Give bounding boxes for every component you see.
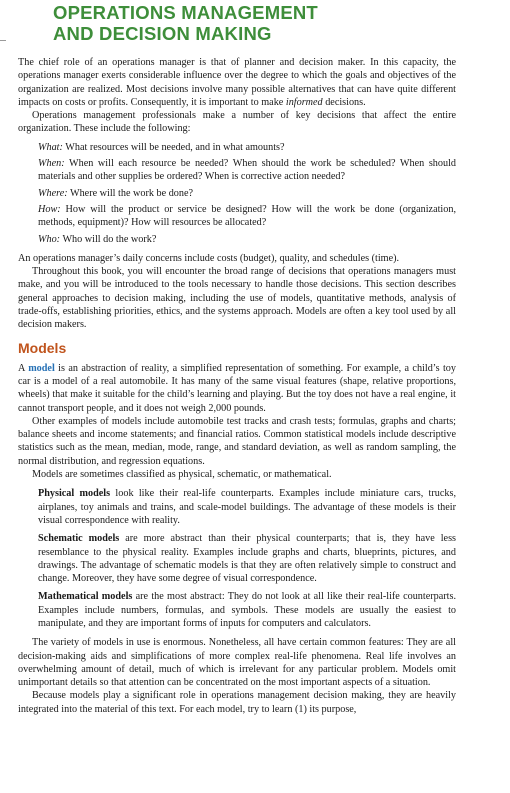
model-definition-paragraph: [18, 362, 456, 415]
section-title-line-2: AND DECISION MAKING: [53, 23, 272, 44]
question-text: How will the product or service be designed? How will the work be done (organization, methods, equipment)? How will resources be allocated?: [38, 203, 456, 229]
model-def-text: is an abstraction of reality, a simplified representation of something. For example, a child’s toy car is a model of a real automobile. It has many of the same visual features (shape, relative proportions, wheels) that make it suitable for the child’s learning and playing. But the toy does not have a real engine, it cannot transport people, and it does not weigh 2,000 pounds.: [18, 362, 456, 414]
model-type-text: look like their real-life counterparts. Examples include miniature cars, trucks, airplanes, toy animals and trains, and scale-model buildings. The advantage of these models is their visual correspondence with reality.: [38, 488, 456, 526]
models-heading: Models: [18, 339, 67, 356]
page-edge-mark: [0, 40, 6, 42]
model-type-term: Schematic models: [38, 533, 120, 545]
model-types-list: [38, 487, 456, 630]
section-title: [53, 2, 318, 44]
list-item: [38, 141, 456, 154]
question-label: What:: [38, 141, 63, 153]
model-type-term: Physical models: [38, 488, 111, 500]
list-item: [38, 187, 456, 200]
daily-concerns-paragraph: An operations manager’s daily concerns include costs (budget), quality, and schedules (time).: [18, 252, 400, 264]
decision-range-paragraph: Throughout this book, you will encounter the broad range of decisions that operations managers must make, and you will be introduced to the tools necessary to handle those decisions. This section describes general approaches to decision making, including the use of models, quantitative methods, analysis of trade-offs, establishing priorities, ethics, and the systems approach. Models are often a key tool used by all decision makers.: [18, 266, 456, 331]
list-item: [38, 233, 456, 246]
model-type-text: are the most abstract: They do not look at all like their real-life counterparts. Examples include numbers, formulas, and symbols. These models are usually the easiest to manipulate, and they are important forms of inputs for computers and calculators.: [38, 591, 456, 629]
intro-text: The chief role of an operations manager is that of planner and decision maker. In this capacity, the operations manager exerts considerable influence over the degree to which the goals and objectives of the organization are realized. Most decisions involve many possible alternatives that can have quite different impacts on costs or profits. Consequently, it is important to make: [18, 57, 456, 108]
list-item: [38, 157, 456, 184]
question-text: When will each resource be needed? When should the work be scheduled? When should materials and other supplies be ordered? When is corrective action needed?: [38, 158, 456, 183]
question-text: Who will do the work?: [60, 233, 157, 245]
emphasis-informed: informed: [285, 96, 323, 108]
model-def-lead: A: [18, 362, 29, 374]
intro-text-end: decisions.: [322, 96, 366, 108]
question-text: What resources will be needed, and in what amounts?: [62, 141, 285, 153]
model-features-paragraph: The variety of models in use is enormous. Nonetheless, all have certain common features: They are all decision-making aids and simplifications of more complex real-life phenomena. Real life involves an overwhelming amount of detail, much of which is irrelevant for any particular problem. Models omit unimportant details so that attention can be concentrated on the most important aspects of a situation.: [18, 637, 456, 689]
question-label: When:: [38, 158, 65, 170]
question-label: How:: [38, 203, 61, 215]
intro-paragraph: [18, 56, 456, 109]
decision-questions-list: [38, 141, 456, 246]
list-item: [38, 487, 456, 527]
question-text: Where will the work be done?: [67, 187, 194, 199]
model-classification-paragraph: Models are sometimes classified as physical, schematic, or mathematical.: [32, 469, 332, 481]
list-item: [38, 203, 456, 230]
key-decisions-paragraph: Operations management professionals make a number of key decisions that affect the entire organization. These include the following:: [18, 110, 456, 135]
body-text: [18, 56, 456, 716]
model-type-text: are more abstract than their physical counterparts; that is, they have less resemblance to the physical reality. Examples include graphs and charts, blueprints, pictures, and drawings. The advantage of schematic models is that they are often relatively simple to construct and change. Moreover, they have some degree of visual correspondence.: [38, 533, 457, 585]
model-examples-paragraph: Other examples of models include automobile test tracks and crash tests; formulas, graphs and charts; balance sheets and income statements; and financial ratios. Common statistical models include descriptive statistics such as the mean, median, mode, range, and standard deviation, as well as random sampling, the normal distribution, and regression equations.: [18, 415, 456, 467]
key-term-model: model: [28, 362, 55, 374]
question-label: Where:: [38, 187, 68, 199]
question-label: Who:: [38, 233, 61, 245]
list-item: [38, 532, 456, 585]
list-item: [38, 590, 456, 630]
section-title-line-1: OPERATIONS MANAGEMENT: [53, 2, 318, 23]
model-type-term: Mathematical models: [38, 591, 133, 603]
model-role-paragraph: Because models play a significant role in operations management decision making, they are heavily integrated into the material of this text. For each model, try to learn (1) its purpose,: [18, 690, 456, 715]
